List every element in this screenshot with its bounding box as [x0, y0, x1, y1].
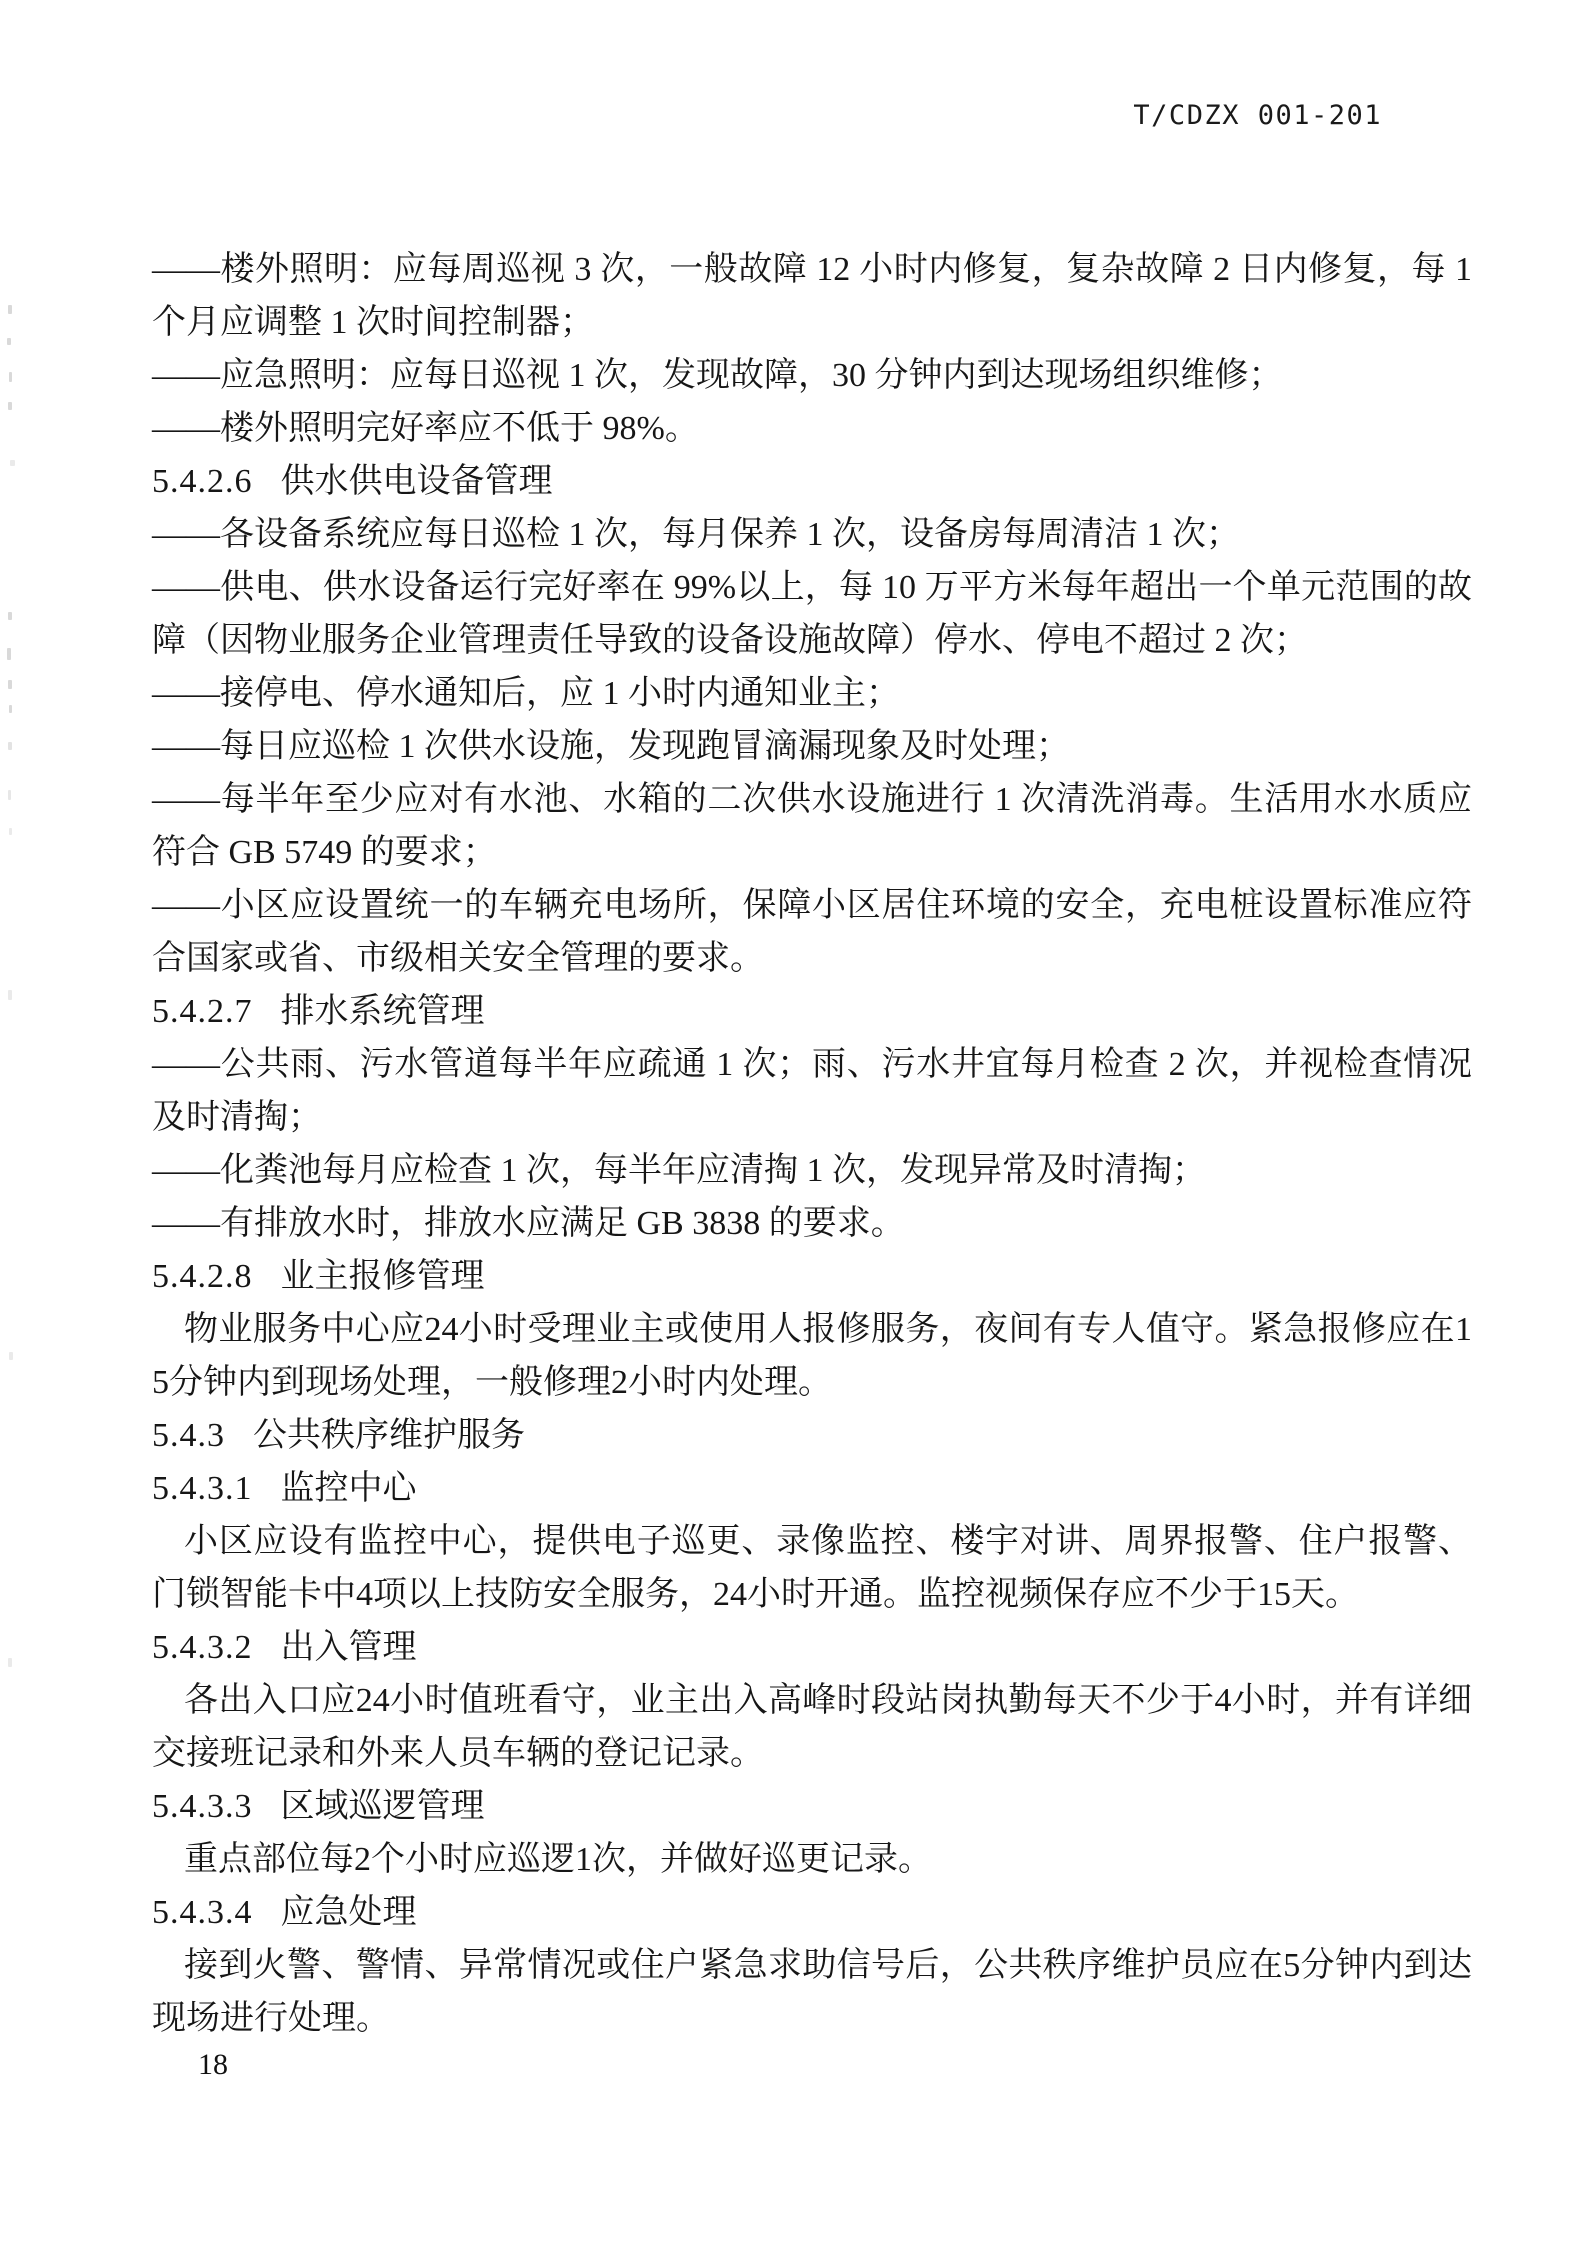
clause-paragraph: ——楼外照明完好率应不低于 98%。 — [152, 410, 699, 447]
clause-paragraph: ——每日应巡检 1 次供水设施，发现跑冒滴漏现象及时处理； — [152, 728, 1070, 765]
section-number: 5.4.3.1 — [152, 1470, 253, 1507]
section-title: 监控中心 — [280, 1469, 417, 1507]
scan-artifact — [8, 305, 12, 314]
clause-paragraph: ——有排放水时，排放水应满足 GB 3838 的要求。 — [152, 1205, 905, 1242]
section-heading — [152, 1886, 1472, 1939]
scan-artifact — [8, 612, 12, 620]
section-number: 5.4.2.8 — [152, 1258, 253, 1295]
section-heading — [152, 455, 1472, 508]
section-title: 区域巡逻管理 — [280, 1787, 485, 1825]
section-heading — [152, 1780, 1472, 1833]
clause-paragraph: ——每半年至少应对有水池、水箱的二次供水设施进行 1 次清洗消毒。生活用水水质应符合 GB 5749 的要求； — [152, 781, 1472, 871]
body-paragraph: 重点部位每2个小时应巡逻1次，并做好巡更记录。 — [184, 1841, 932, 1878]
section-heading — [152, 985, 1472, 1038]
section-title: 应急处理 — [280, 1893, 417, 1931]
standard-code-header: T/CDZX 001-201 — [1133, 100, 1382, 131]
scan-artifact — [9, 828, 12, 835]
scan-artifact — [8, 790, 11, 800]
section-number: 5.4.3.3 — [152, 1788, 253, 1825]
section-number: 5.4.2.7 — [152, 993, 253, 1030]
clause-paragraph: ——各设备系统应每日巡检 1 次，每月保养 1 次，设备房每周清洁 1 次； — [152, 516, 1240, 553]
clause-paragraph: ——公共雨、污水管道每半年应疏通 1 次；雨、污水井宜每月检查 2 次，并视检查情况及时清掏； — [152, 1046, 1472, 1136]
body-paragraph: 各出入口应24小时值班看守，业主出入高峰时段站岗执勤每天不少于4小时，并有详细交接班记录和外来人员车辆的登记记录。 — [152, 1682, 1472, 1772]
clause-paragraph: ——接停电、停水通知后，应 1 小时内通知业主； — [152, 675, 900, 712]
scan-artifact — [8, 990, 12, 1000]
section-heading — [152, 1462, 1472, 1515]
section-title: 出入管理 — [280, 1628, 417, 1666]
section-title: 业主报修管理 — [280, 1257, 485, 1295]
scan-artifact — [7, 338, 11, 345]
scan-artifact — [7, 648, 11, 660]
clause-paragraph: ——小区应设置统一的车辆充电场所，保障小区居住环境的安全，充电桩设置标准应符合国家或省、市级相关安全管理的要求。 — [152, 887, 1472, 977]
body-paragraph: 接到火警、警情、异常情况或住户紧急求助信号后，公共秩序维护员应在5分钟内到达现场进行处理。 — [152, 1947, 1472, 2037]
section-number: 5.4.2.6 — [152, 463, 253, 500]
scan-artifact — [8, 680, 12, 689]
body-paragraph: 小区应设有监控中心，提供电子巡更、录像监控、楼宇对讲、周界报警、住户报警、门锁智能卡中4项以上技防安全服务，24小时开通。监控视频保存应不少于15天。 — [152, 1523, 1472, 1613]
clause-paragraph: ——应急照明：应每日巡视 1 次，发现故障，30 分钟内到达现场组织维修； — [152, 357, 1283, 394]
section-title: 公共秩序维护服务 — [253, 1416, 525, 1454]
section-title: 供水供电设备管理 — [280, 462, 553, 500]
section-number: 5.4.3.4 — [152, 1894, 253, 1931]
section-number: 5.4.3.2 — [152, 1629, 253, 1666]
section-heading — [152, 1250, 1472, 1303]
page-number: 18 — [198, 2048, 228, 2081]
scan-artifact — [8, 1658, 12, 1667]
section-title: 排水系统管理 — [280, 992, 485, 1030]
clause-paragraph: ——楼外照明：应每周巡视 3 次，一般故障 12 小时内修复，复杂故障 2 日内修复，每 1 个月应调整 1 次时间控制器； — [152, 251, 1472, 341]
section-number: 5.4.3 — [152, 1417, 225, 1454]
clause-paragraph: ——化粪池每月应检查 1 次，每半年应清掏 1 次，发现异常及时清掏； — [152, 1152, 1206, 1189]
document-body — [152, 243, 1472, 2045]
body-paragraph: 物业服务中心应24小时受理业主或使用人报修服务，夜间有专人值守。紧急报修应在15分钟内到现场处理，一般修理2小时内处理。 — [152, 1311, 1472, 1401]
scan-artifact — [9, 705, 12, 713]
scan-artifact — [9, 372, 12, 382]
section-heading — [152, 1621, 1472, 1674]
scan-artifact — [8, 742, 12, 750]
scan-artifact — [8, 402, 12, 410]
clause-paragraph: ——供电、供水设备运行完好率在 99%以上，每 10 万平方米每年超出一个单元范围的故障（因物业服务企业管理责任导致的设备设施故障）停水、停电不超过 2 次； — [152, 569, 1472, 659]
section-heading — [152, 1409, 1472, 1462]
scan-artifact — [10, 460, 15, 466]
scan-artifact — [9, 1352, 13, 1360]
